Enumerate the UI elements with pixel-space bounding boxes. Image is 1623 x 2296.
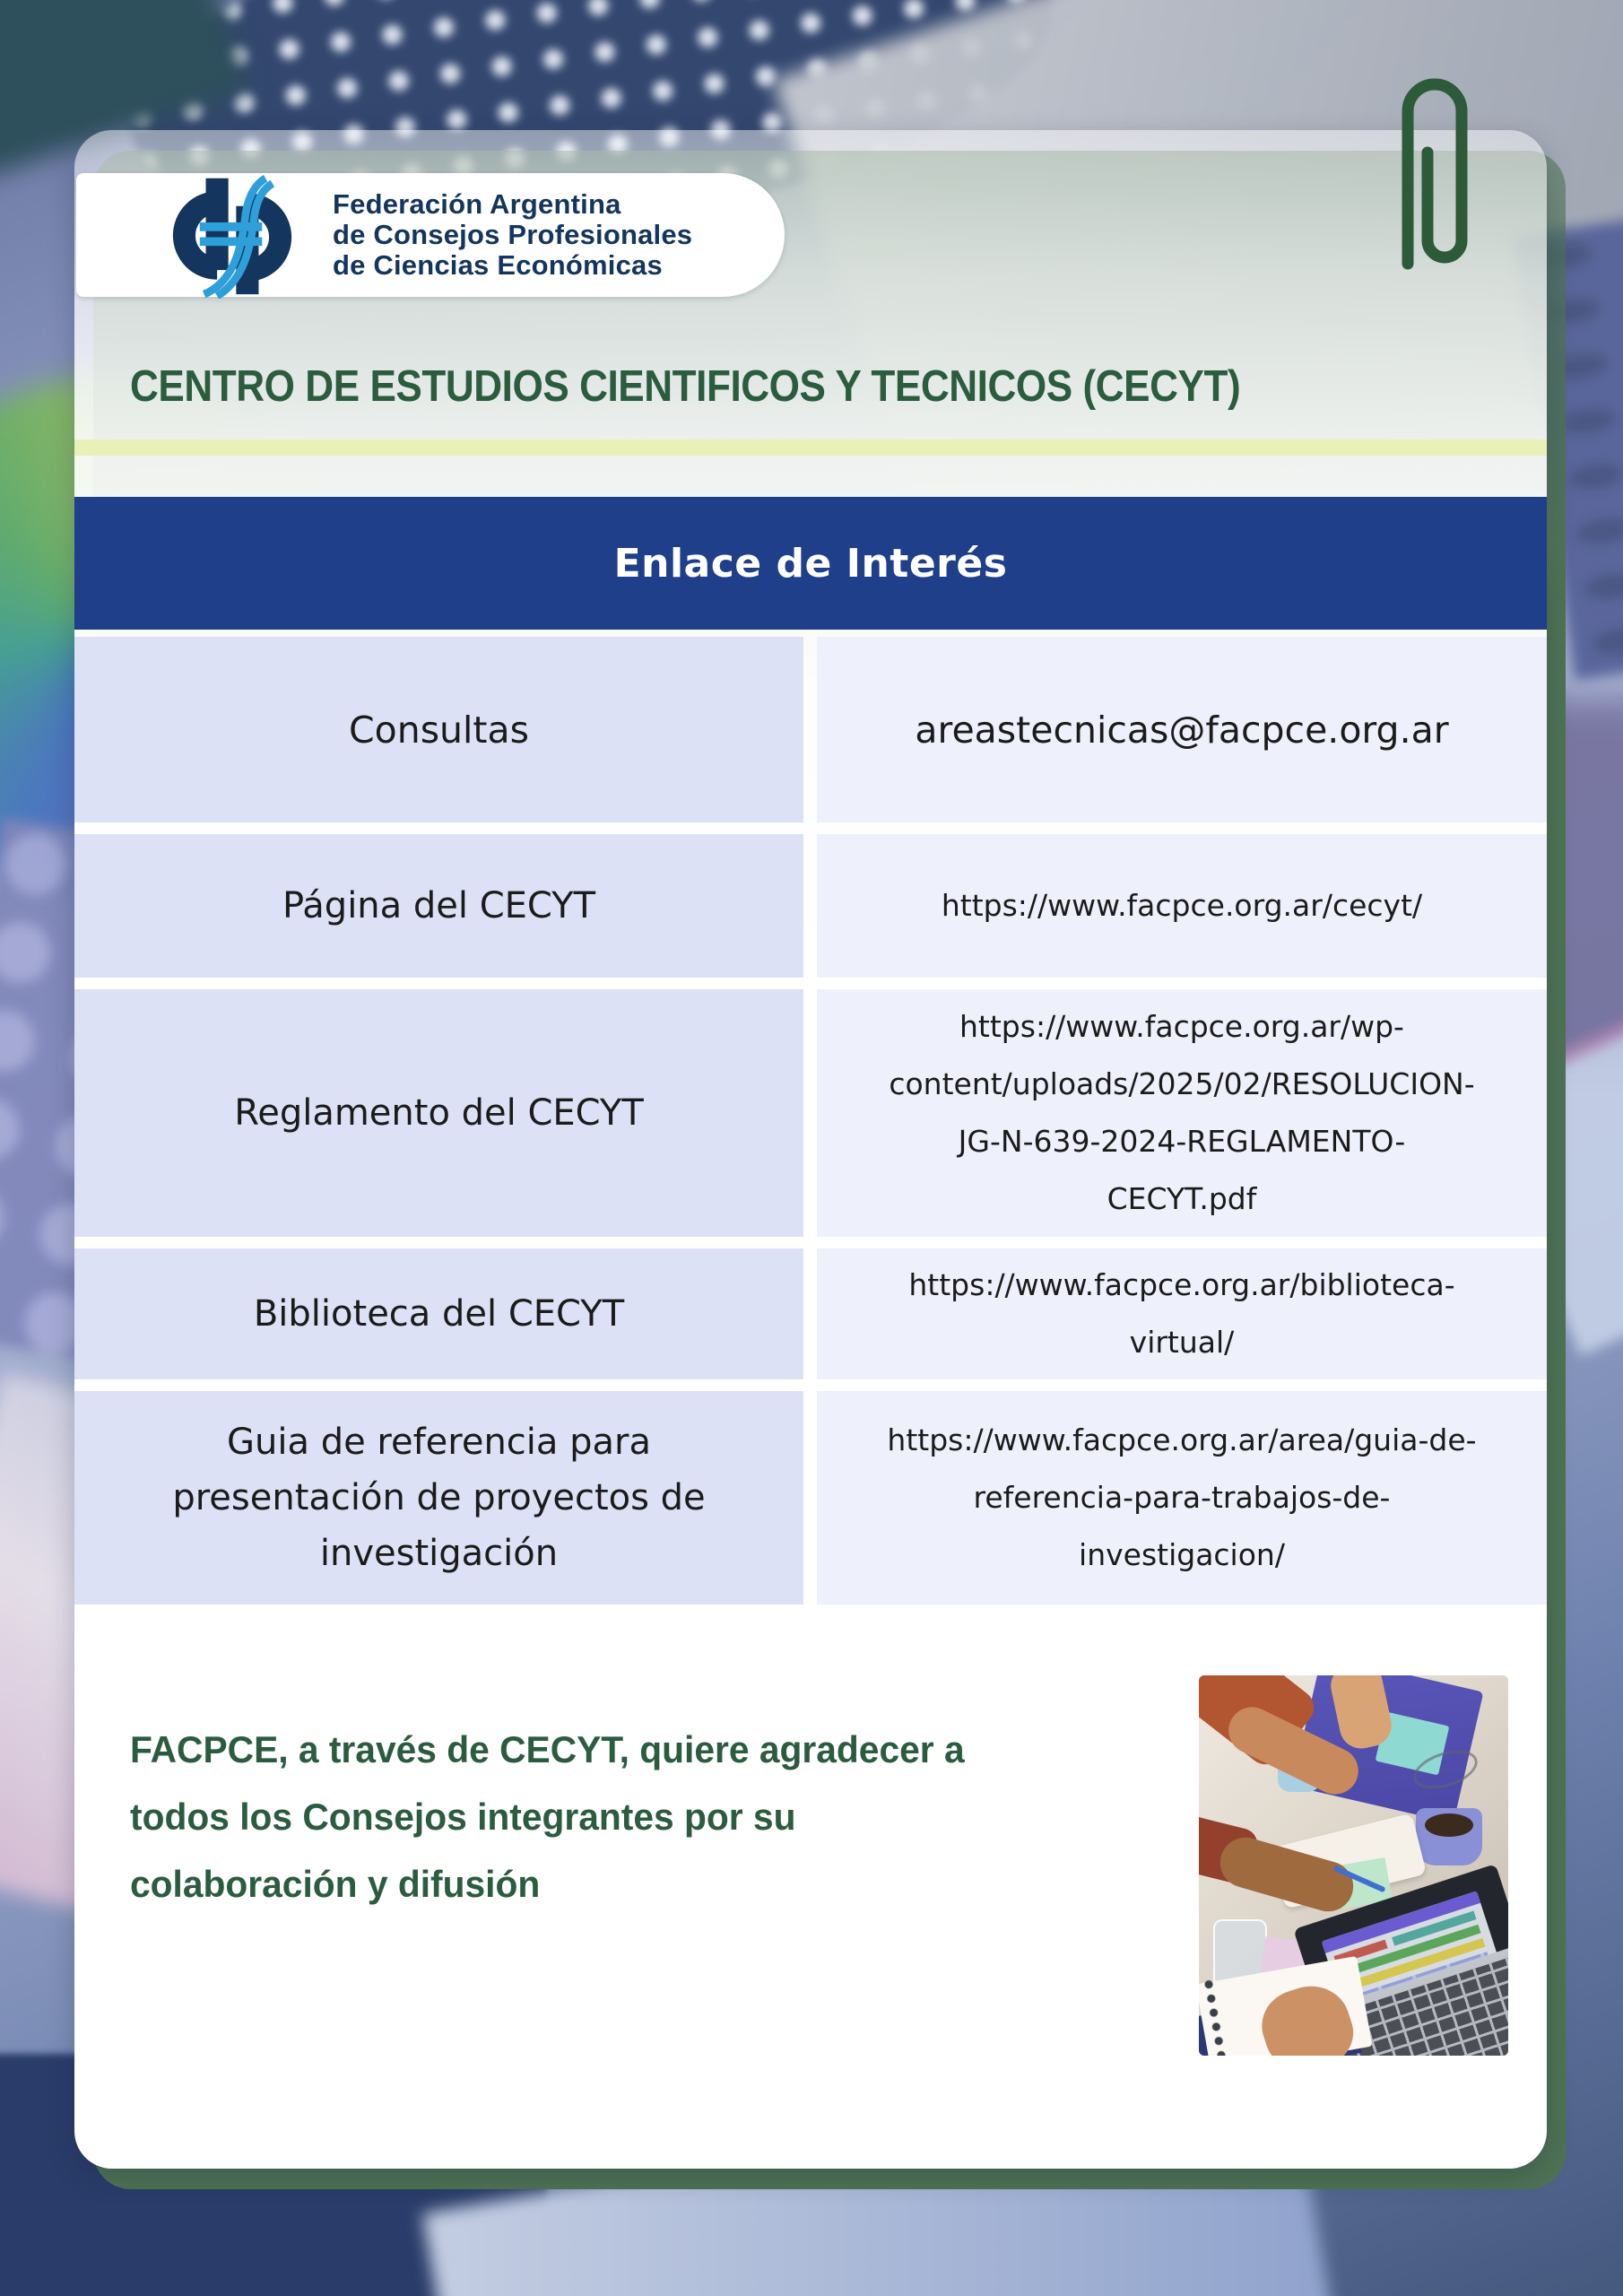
section-header-label: Enlace de Interés — [613, 540, 1008, 587]
url-link[interactable]: https://www.facpce.org.ar/cecyt/ — [941, 888, 1423, 923]
photo-coffee — [1425, 1813, 1473, 1837]
link-value-cell[interactable] — [817, 1248, 1547, 1379]
email-link[interactable]: areastecnicas@facpce.org.ar — [915, 708, 1449, 752]
org-name-line: de Ciencias Económicas — [333, 249, 663, 281]
link-label-cell — [74, 1248, 803, 1379]
link-label-cell — [74, 834, 803, 978]
facpce-monogram-icon — [155, 173, 309, 299]
link-label: Guia de referencia para presentación de proyectos de investigación — [172, 1422, 706, 1574]
paperclip-icon — [1393, 65, 1476, 301]
table-row-reglamento — [74, 989, 1547, 1237]
page-title: CENTRO DE ESTUDIOS CIENTIFICOS Y TECNICOS (CECYT) — [130, 362, 1241, 411]
facpce-logo — [76, 173, 785, 297]
org-name-line: Federación Argentina — [333, 188, 621, 220]
link-label: Consultas — [349, 708, 529, 752]
thank-you-line: FACPCE, a través de CECYT, quiere agradecer a — [130, 1728, 965, 1770]
link-label-cell — [74, 989, 803, 1237]
table-row-pagina — [74, 834, 1547, 978]
url-link[interactable]: https://www.facpce.org.ar/area/guia-de- referencia-para-trabajos-de- investigacion/ — [887, 1422, 1477, 1572]
link-label: Biblioteca del CECYT — [253, 1293, 625, 1335]
link-value-cell[interactable] — [817, 1391, 1547, 1605]
thank-you-line: todos los Consejos integrantes por su — [130, 1796, 796, 1838]
table-row-consultas — [74, 637, 1547, 822]
org-name-line: de Consejos Profesionales — [333, 219, 693, 250]
content-card — [74, 130, 1547, 2169]
link-label: Reglamento del CECYT — [234, 1092, 644, 1134]
thank-you-line: colaboración y difusión — [130, 1863, 541, 1905]
url-link[interactable]: https://www.facpce.org.ar/biblioteca- virtual/ — [908, 1267, 1455, 1360]
table-row-guia — [74, 1391, 1547, 1605]
link-value-cell[interactable] — [817, 989, 1547, 1237]
url-link[interactable]: https://www.facpce.org.ar/wp- content/uploads/2025/02/RESOLUCION- JG-N-639-2024-REGLAMENTO- CECYT.pdf — [889, 1009, 1475, 1216]
link-label: Página del CECYT — [282, 885, 596, 926]
link-value-cell[interactable] — [817, 834, 1547, 978]
org-name — [333, 189, 692, 281]
divider-bar — [74, 439, 1547, 456]
link-label-cell — [74, 637, 803, 822]
links-table — [74, 637, 1547, 1605]
table-row-biblioteca — [74, 1248, 1547, 1379]
section-header-band — [74, 497, 1547, 630]
workspace-photo — [1199, 1675, 1508, 2056]
link-value-cell[interactable] — [817, 637, 1547, 822]
link-label-cell — [74, 1391, 803, 1605]
thank-you-message — [130, 1716, 965, 1918]
